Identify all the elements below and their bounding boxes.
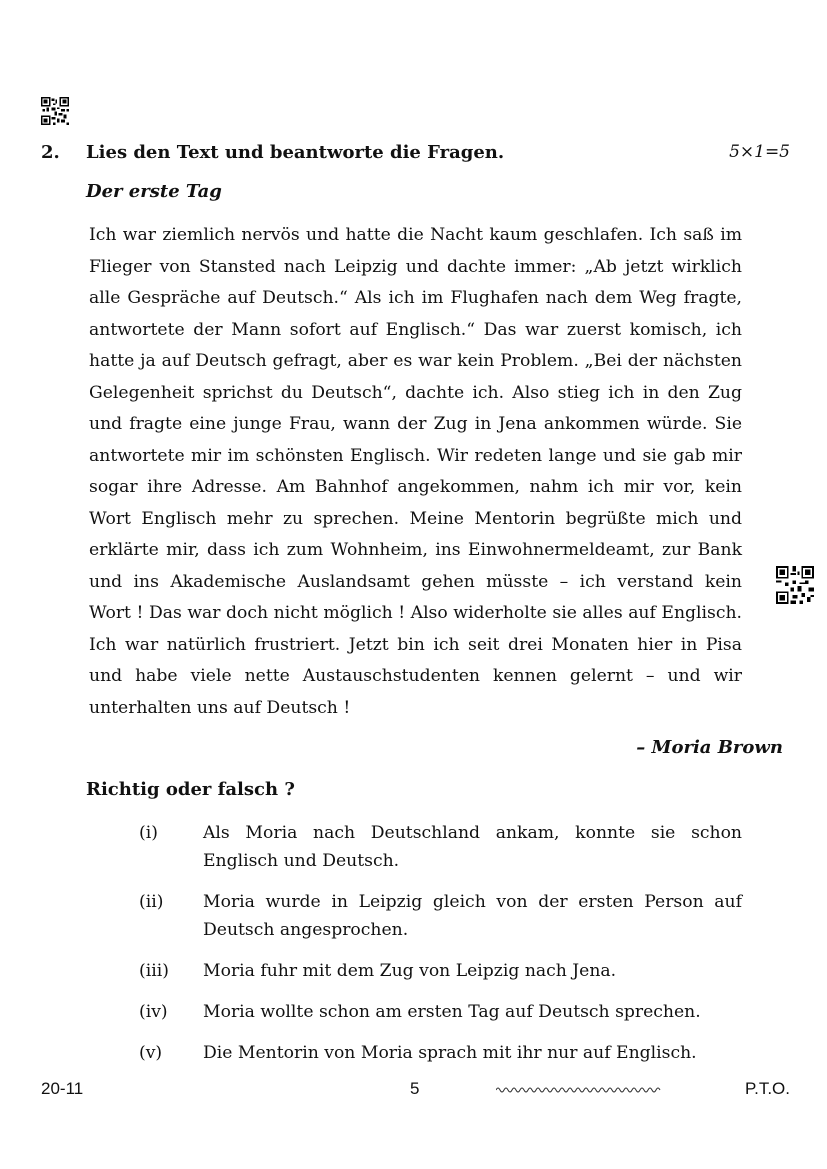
passage-line: Wort ! Das war doch nicht möglich ! Also widerholte sie alles auf Englisch. xyxy=(89,603,742,623)
marks-label: 5×1=5 xyxy=(729,142,790,162)
passage-line: hatte ja auf Deutsch gefragt, aber es war kein Problem. „Bei der nächsten xyxy=(89,351,742,371)
passage-line: sogar ihre Adresse. Am Bahnhof angekommen, nahm ich mir vor, kein xyxy=(89,477,742,497)
passage-line: und ins Akademische Auslandsamt gehen müsste – ich verstand kein xyxy=(89,571,742,592)
item-text: Moria wurde in Leipzig gleich von der ersten Person auf Deutsch angesprochen. xyxy=(203,892,742,940)
list-item xyxy=(139,1039,742,1067)
passage-line: antwortete mir im schönsten Englisch. Wir redeten lange und sie gab mir xyxy=(89,445,742,466)
pto-label: P.T.O. xyxy=(744,1079,790,1098)
item-text: Als Moria nach Deutschland ankam, konnte sie schon Englisch und Deutsch. xyxy=(203,823,742,871)
text-title: Der erste Tag xyxy=(86,181,222,202)
item-number: (iv) xyxy=(139,1002,168,1022)
list-item xyxy=(139,819,742,875)
passage-line: erklärte mir, dass ich zum Wohnheim, ins Einwohnermeldeamt, zur Bank xyxy=(89,540,742,560)
passage-line: alle Gespräche auf Deutsch.“ Als ich im Flughafen nach dem Weg fragte, xyxy=(89,288,742,308)
item-text: Die Mentorin von Moria sprach mit ihr nur auf Englisch. xyxy=(203,1043,697,1063)
passage-line: Wort Englisch mehr zu sprechen. Meine Mentorin begrüßte mich und xyxy=(89,508,742,529)
item-number: (iii) xyxy=(139,961,169,981)
true-false-list xyxy=(139,819,742,1067)
passage-line: antwortete der Mann sofort auf Englisch.“ Das war zuerst komisch, ich xyxy=(89,319,742,340)
question-number: 2. xyxy=(41,142,60,163)
passage-line: Gelegenheit sprichst du Deutsch“, dachte ich. Also stieg ich in den Zug xyxy=(89,382,742,403)
section-heading: Richtig oder falsch ? xyxy=(86,779,295,800)
passage-line: und fragte eine junge Frau, wann der Zug in Jena ankommen würde. Sie xyxy=(89,414,742,434)
question-instruction: Lies den Text und beantworte die Fragen. xyxy=(86,142,505,163)
list-item xyxy=(139,998,742,1026)
paper-code: 20-11 xyxy=(41,1079,84,1098)
item-text: Moria wollte schon am ersten Tag auf Deutsch sprechen. xyxy=(203,1002,701,1022)
passage-line: und habe viele nette Austauschstudenten kennen gelernt – und wir xyxy=(89,666,742,686)
qr-code-icon xyxy=(775,566,815,604)
passage-line: Ich war ziemlich nervös und hatte die Nacht kaum geschlafen. Ich saß im xyxy=(89,225,742,245)
squiggle-divider xyxy=(496,1081,662,1093)
list-item xyxy=(139,888,742,944)
page-number: 5 xyxy=(410,1079,420,1098)
passage-line: Flieger von Stansted nach Leipzig und dachte immer: „Ab jetzt wirklich xyxy=(89,256,742,277)
qr-code-icon xyxy=(41,97,69,125)
passage-author: – Moria Brown xyxy=(636,737,783,758)
reading-passage xyxy=(89,220,742,724)
item-number: (v) xyxy=(139,1043,163,1063)
list-item xyxy=(139,957,742,985)
item-text: Moria fuhr mit dem Zug von Leipzig nach Jena. xyxy=(203,961,617,981)
passage-line: unterhalten uns auf Deutsch ! xyxy=(89,697,351,718)
item-number: (ii) xyxy=(139,892,164,912)
passage-line: Ich war natürlich frustriert. Jetzt bin ich seit drei Monaten hier in Pisa xyxy=(89,634,742,655)
item-number: (i) xyxy=(139,823,158,843)
